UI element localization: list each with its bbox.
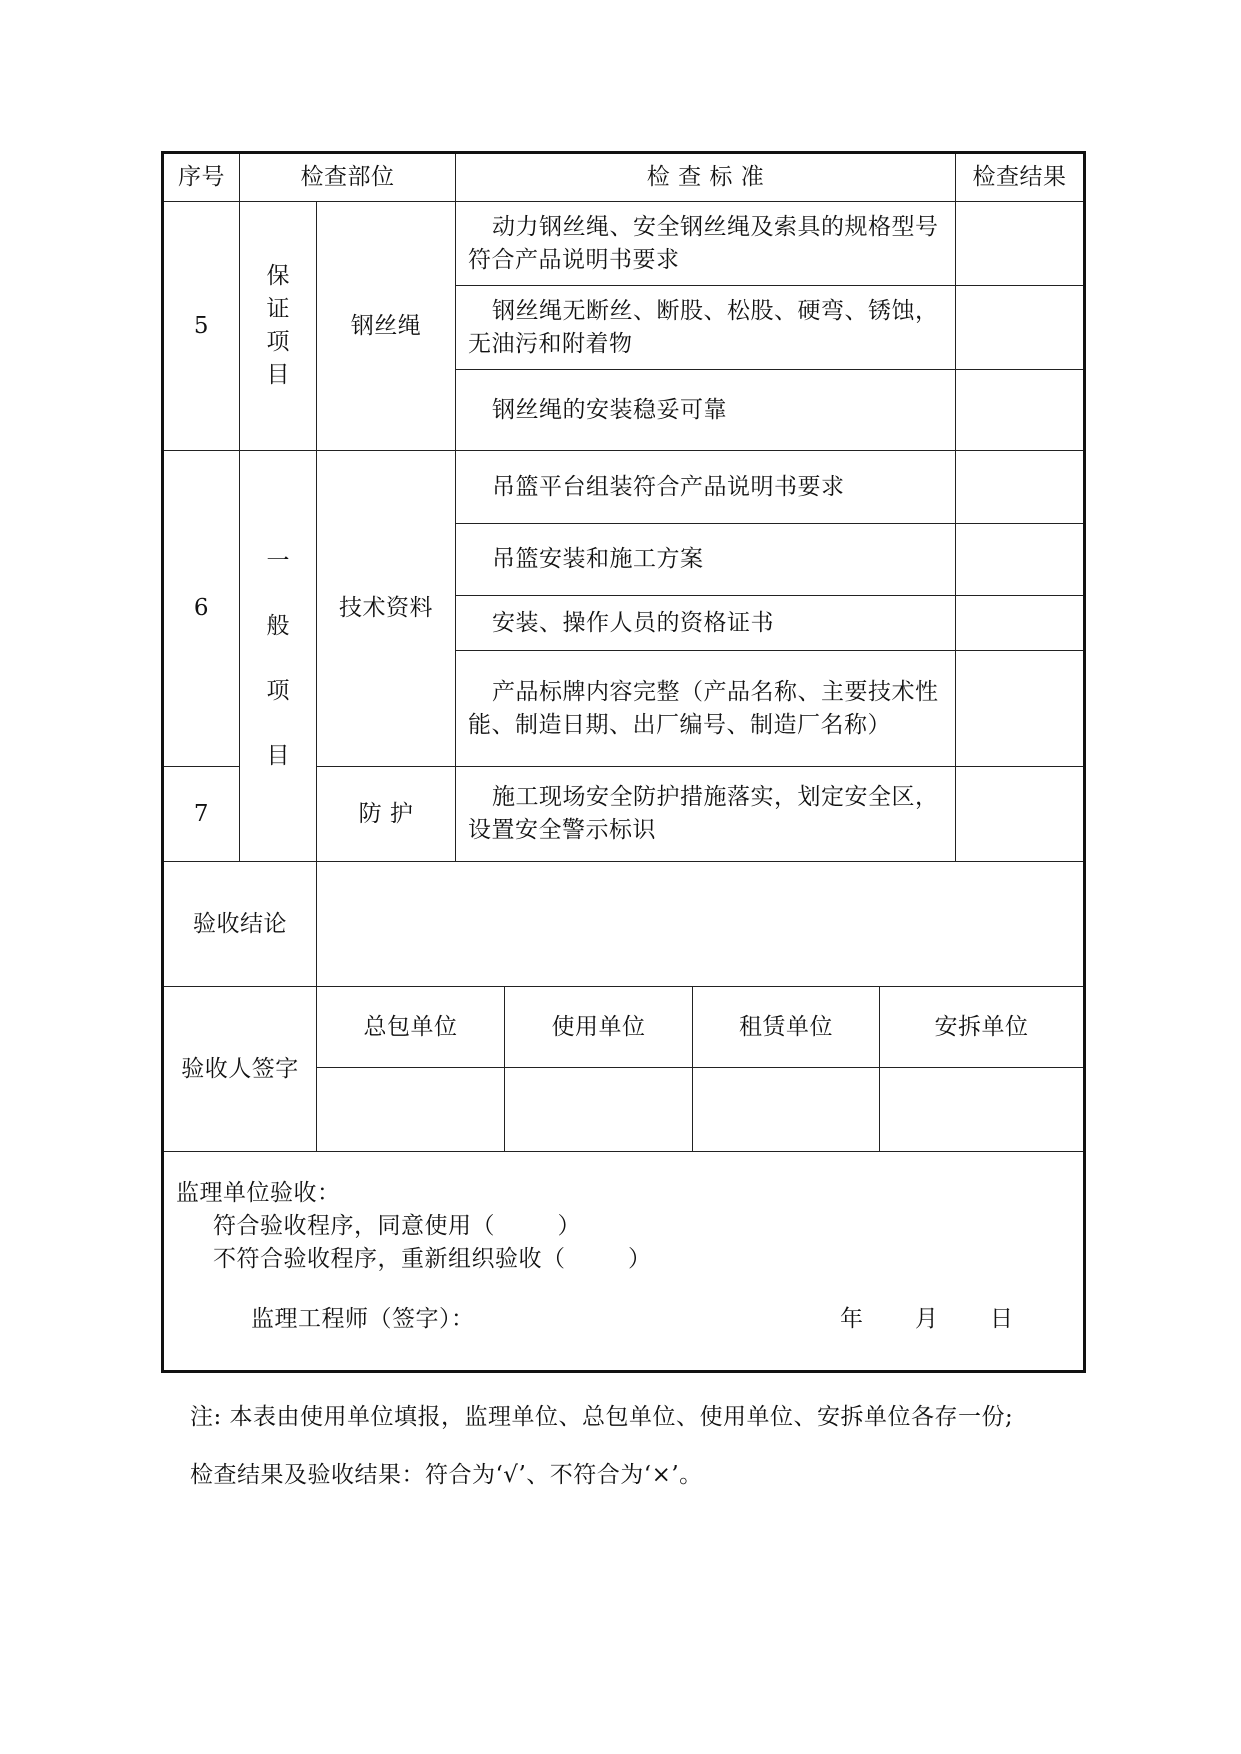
unit-lessor: 租赁单位 xyxy=(739,1013,833,1040)
form-table xyxy=(161,151,1086,1373)
signature-field[interactable] xyxy=(693,1068,879,1151)
category-char: 目 xyxy=(266,362,290,388)
result-field[interactable] xyxy=(956,286,1083,369)
header-seq: 序号 xyxy=(178,164,225,191)
date-year-label: 年 xyxy=(840,1306,864,1332)
row-seq: 6 xyxy=(193,595,210,622)
header-result: 检查结果 xyxy=(972,164,1067,191)
unit-user: 使用单位 xyxy=(551,1013,646,1040)
standard-item: 吊篮安装和施工方案 xyxy=(492,546,704,572)
inspection-part: 钢丝绳 xyxy=(350,312,422,339)
unit-installer: 安拆单位 xyxy=(934,1013,1029,1040)
date-month-label: 月 xyxy=(915,1306,939,1332)
category-char: 项 xyxy=(266,678,290,704)
result-field[interactable] xyxy=(956,451,1083,523)
result-field[interactable] xyxy=(956,202,1083,285)
standard-item: 安装、操作人员的资格证书 xyxy=(492,609,774,636)
result-field[interactable] xyxy=(956,596,1083,650)
category-char: 目 xyxy=(266,743,290,769)
category-label xyxy=(240,451,316,861)
header-part: 检查部位 xyxy=(300,164,395,191)
result-field[interactable] xyxy=(956,370,1083,450)
result-field[interactable] xyxy=(956,767,1083,861)
supervision-option-approve[interactable]: 符合验收程序，同意使用（ ） xyxy=(213,1213,581,1239)
inspection-part: 技术资料 xyxy=(339,595,433,622)
column-divider xyxy=(455,154,456,861)
supervision-option-reject[interactable]: 不符合验收程序，重新组织验收（ ） xyxy=(213,1246,652,1272)
result-field[interactable] xyxy=(956,524,1083,595)
standard-item: 产品标牌内容完整（产品名称、主要技术性能、制造日期、出厂编号、制造厂名称） xyxy=(468,678,939,738)
inspection-part: 防 护 xyxy=(358,800,414,827)
standard-item: 动力钢丝绳、安全钢丝绳及索具的规格型号符合产品说明书要求 xyxy=(468,213,939,273)
standard-item: 施工现场安全防护措施落实，划定安全区，设置安全警示标识 xyxy=(468,784,939,843)
signature-field[interactable] xyxy=(880,1068,1083,1151)
row-divider xyxy=(164,1151,1083,1152)
standard-item: 吊篮平台组装符合产品说明书要求 xyxy=(492,473,845,500)
category-char: 保 xyxy=(266,263,290,289)
header-standard: 检 查 标 准 xyxy=(646,164,765,191)
standard-item: 钢丝绳的安装稳妥可靠 xyxy=(492,396,727,423)
result-field[interactable] xyxy=(956,651,1083,766)
footnote: 检查结果及验收结果：符合为‘√’、不符合为‘×’。 xyxy=(190,1462,703,1488)
signature-field[interactable] xyxy=(505,1068,692,1151)
unit-general-contractor: 总包单位 xyxy=(363,1013,458,1040)
supervision-engineer-label: 监理工程师（签字）： xyxy=(251,1306,475,1332)
footnote: 注: 本表由使用单位填报，监理单位、总包单位、使用单位、安拆单位各存一份; xyxy=(190,1404,1014,1430)
standard-item: 钢丝绳无断丝、断股、松股、硬弯、锈蚀，无油污和附着物 xyxy=(468,297,939,357)
category-char: 一 xyxy=(266,548,290,574)
row-seq: 7 xyxy=(193,800,210,827)
date-day-label: 日 xyxy=(990,1306,1014,1332)
category-char: 般 xyxy=(266,613,290,639)
category-char: 证 xyxy=(266,296,290,322)
category-label xyxy=(240,202,316,450)
conclusion-field[interactable] xyxy=(317,862,1083,986)
supervision-title: 监理单位验收： xyxy=(176,1180,341,1206)
signature-field[interactable] xyxy=(317,1068,504,1151)
row-seq: 5 xyxy=(193,312,210,339)
conclusion-label: 验收结论 xyxy=(193,910,287,937)
category-char: 项 xyxy=(266,329,290,355)
signature-label: 验收人签字 xyxy=(181,1055,299,1082)
